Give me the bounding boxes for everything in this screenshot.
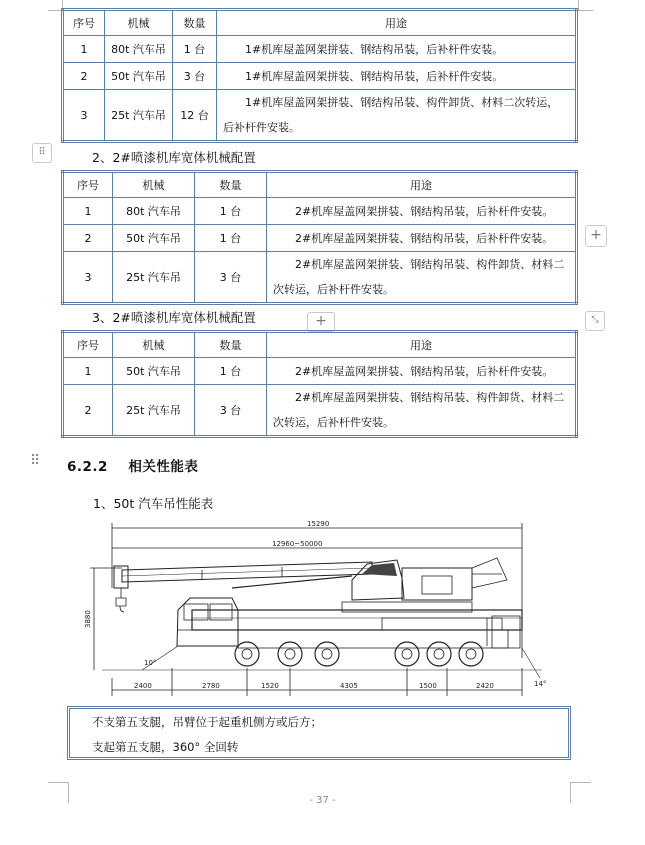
cell-machine: 50t 汽车吊 bbox=[105, 63, 173, 90]
use-text-cont: 次转运，后补杆件安装。 bbox=[273, 283, 394, 296]
dim-total-label: 15290 bbox=[307, 520, 330, 528]
bottom-dim-label: 1520 bbox=[261, 682, 279, 690]
page-number: - 37 - bbox=[309, 795, 336, 806]
page-corner-top-right bbox=[578, 0, 593, 11]
add-row-button[interactable]: + bbox=[307, 312, 335, 332]
header-no: 序号 bbox=[63, 332, 113, 358]
cell-use bbox=[217, 36, 577, 63]
cell-qty: 1 台 bbox=[195, 198, 267, 225]
table-row bbox=[63, 358, 577, 385]
crane-dimension-drawing bbox=[82, 518, 552, 703]
cell-machine: 50t 汽车吊 bbox=[113, 225, 195, 252]
header-qty: 数量 bbox=[195, 172, 267, 198]
cell-qty: 3 台 bbox=[173, 63, 217, 90]
resize-table-icon[interactable]: ⤡ bbox=[585, 311, 605, 331]
header-no: 序号 bbox=[63, 10, 105, 36]
wheel-group bbox=[235, 642, 483, 666]
cell-use bbox=[217, 63, 577, 90]
angle-front-label: 10° bbox=[144, 659, 157, 667]
sub-title-50t: 1、50t 汽车吊性能表 bbox=[93, 496, 214, 511]
table-row bbox=[63, 36, 577, 63]
heading-drag-handle-icon[interactable]: ⠿ bbox=[30, 453, 42, 469]
cell-machine: 80t 汽车吊 bbox=[113, 198, 195, 225]
header-use: 用途 bbox=[267, 172, 577, 198]
cell-use bbox=[267, 225, 577, 252]
table-row bbox=[63, 63, 577, 90]
machine-table-2 bbox=[61, 170, 578, 305]
add-column-button[interactable]: + bbox=[585, 225, 607, 247]
note-line-1: 不支第五支腿，吊臂位于起重机侧方或后方； bbox=[92, 715, 322, 729]
cell-machine: 25t 汽车吊 bbox=[113, 252, 195, 304]
cell-use bbox=[267, 385, 577, 437]
section-title-2: 2、2#喷漆机库宽体机械配置 bbox=[92, 150, 256, 165]
bottom-dim-label: 2780 bbox=[202, 682, 220, 690]
cell-machine: 50t 汽车吊 bbox=[113, 358, 195, 385]
angle-rear-label: 14° bbox=[534, 680, 547, 688]
cell-use bbox=[267, 252, 577, 304]
cell-qty: 12 台 bbox=[173, 90, 217, 142]
header-no: 序号 bbox=[63, 172, 113, 198]
cell-no: 3 bbox=[63, 252, 113, 304]
use-text: 2#机库屋盖网架拼装、钢结构吊装，后补杆件安装。 bbox=[295, 204, 554, 218]
bottom-dim-label: 2420 bbox=[476, 682, 494, 690]
machine-table-3 bbox=[61, 330, 578, 438]
bottom-dim-label: 2400 bbox=[134, 682, 152, 690]
block-drag-handle[interactable]: ⠿ bbox=[32, 143, 52, 163]
cell-use bbox=[267, 198, 577, 225]
dim-boom-label: 12960~50000 bbox=[272, 540, 323, 548]
section-heading bbox=[67, 455, 198, 475]
section-heading-title: 相关性能表 bbox=[128, 459, 199, 475]
use-text: 1#机库屋盖网架拼装、钢结构吊装、构件卸货、材料二次转运， bbox=[245, 96, 559, 109]
machine-table-1 bbox=[61, 8, 578, 143]
section-number: 6.2.2 bbox=[67, 459, 108, 475]
header-machine: 机械 bbox=[105, 10, 173, 36]
header-machine: 机械 bbox=[113, 332, 195, 358]
bottom-dim-label: 1500 bbox=[419, 682, 437, 690]
table-row bbox=[63, 385, 577, 437]
cell-qty: 1 台 bbox=[195, 225, 267, 252]
use-text-cont: 后补杆件安装。 bbox=[223, 121, 300, 134]
cell-machine: 25t 汽车吊 bbox=[105, 90, 173, 142]
cell-no: 1 bbox=[63, 36, 105, 63]
cell-qty: 3 台 bbox=[195, 252, 267, 304]
cell-no: 1 bbox=[63, 358, 113, 385]
header-use: 用途 bbox=[267, 332, 577, 358]
use-text: 1#机库屋盖网架拼装、钢结构吊装，后补杆件安装。 bbox=[245, 69, 504, 83]
use-text: 2#机库屋盖网架拼装、钢结构吊装，后补杆件安装。 bbox=[295, 364, 554, 378]
header-qty: 数量 bbox=[173, 10, 217, 36]
section-title-3: 3、2#喷漆机库宽体机械配置 bbox=[92, 310, 256, 325]
cell-use bbox=[267, 358, 577, 385]
cell-qty: 1 台 bbox=[173, 36, 217, 63]
header-machine: 机械 bbox=[113, 172, 195, 198]
cell-no: 2 bbox=[63, 63, 105, 90]
use-text: 2#机库屋盖网架拼装、钢结构吊装、构件卸货、材料二 bbox=[295, 391, 565, 404]
cell-no: 2 bbox=[63, 225, 113, 252]
table-row bbox=[63, 225, 577, 252]
table-row bbox=[63, 252, 577, 304]
table-row bbox=[63, 198, 577, 225]
header-qty: 数量 bbox=[195, 332, 267, 358]
cell-no: 2 bbox=[63, 385, 113, 437]
cell-machine: 80t 汽车吊 bbox=[105, 36, 173, 63]
cell-qty: 3 台 bbox=[195, 385, 267, 437]
dim-height-label: 3880 bbox=[84, 610, 92, 628]
note-line-2: 支起第五支腿，360° 全回转 bbox=[92, 740, 239, 754]
cell-no: 1 bbox=[63, 198, 113, 225]
use-text: 2#机库屋盖网架拼装、钢结构吊装、构件卸货、材料二 bbox=[295, 258, 565, 271]
header-use: 用途 bbox=[217, 10, 577, 36]
cell-no: 3 bbox=[63, 90, 105, 142]
use-text: 1#机库屋盖网架拼装、钢结构吊装，后补杆件安装。 bbox=[245, 42, 504, 56]
use-text: 2#机库屋盖网架拼装、钢结构吊装，后补杆件安装。 bbox=[295, 231, 554, 245]
use-text-cont: 次转运，后补杆件安装。 bbox=[273, 416, 394, 429]
cell-use bbox=[217, 90, 577, 142]
bottom-dim-label: 4305 bbox=[340, 682, 358, 690]
cell-qty: 1 台 bbox=[195, 358, 267, 385]
cell-machine: 25t 汽车吊 bbox=[113, 385, 195, 437]
crane-notes-box bbox=[67, 706, 571, 760]
table-row bbox=[63, 90, 577, 142]
